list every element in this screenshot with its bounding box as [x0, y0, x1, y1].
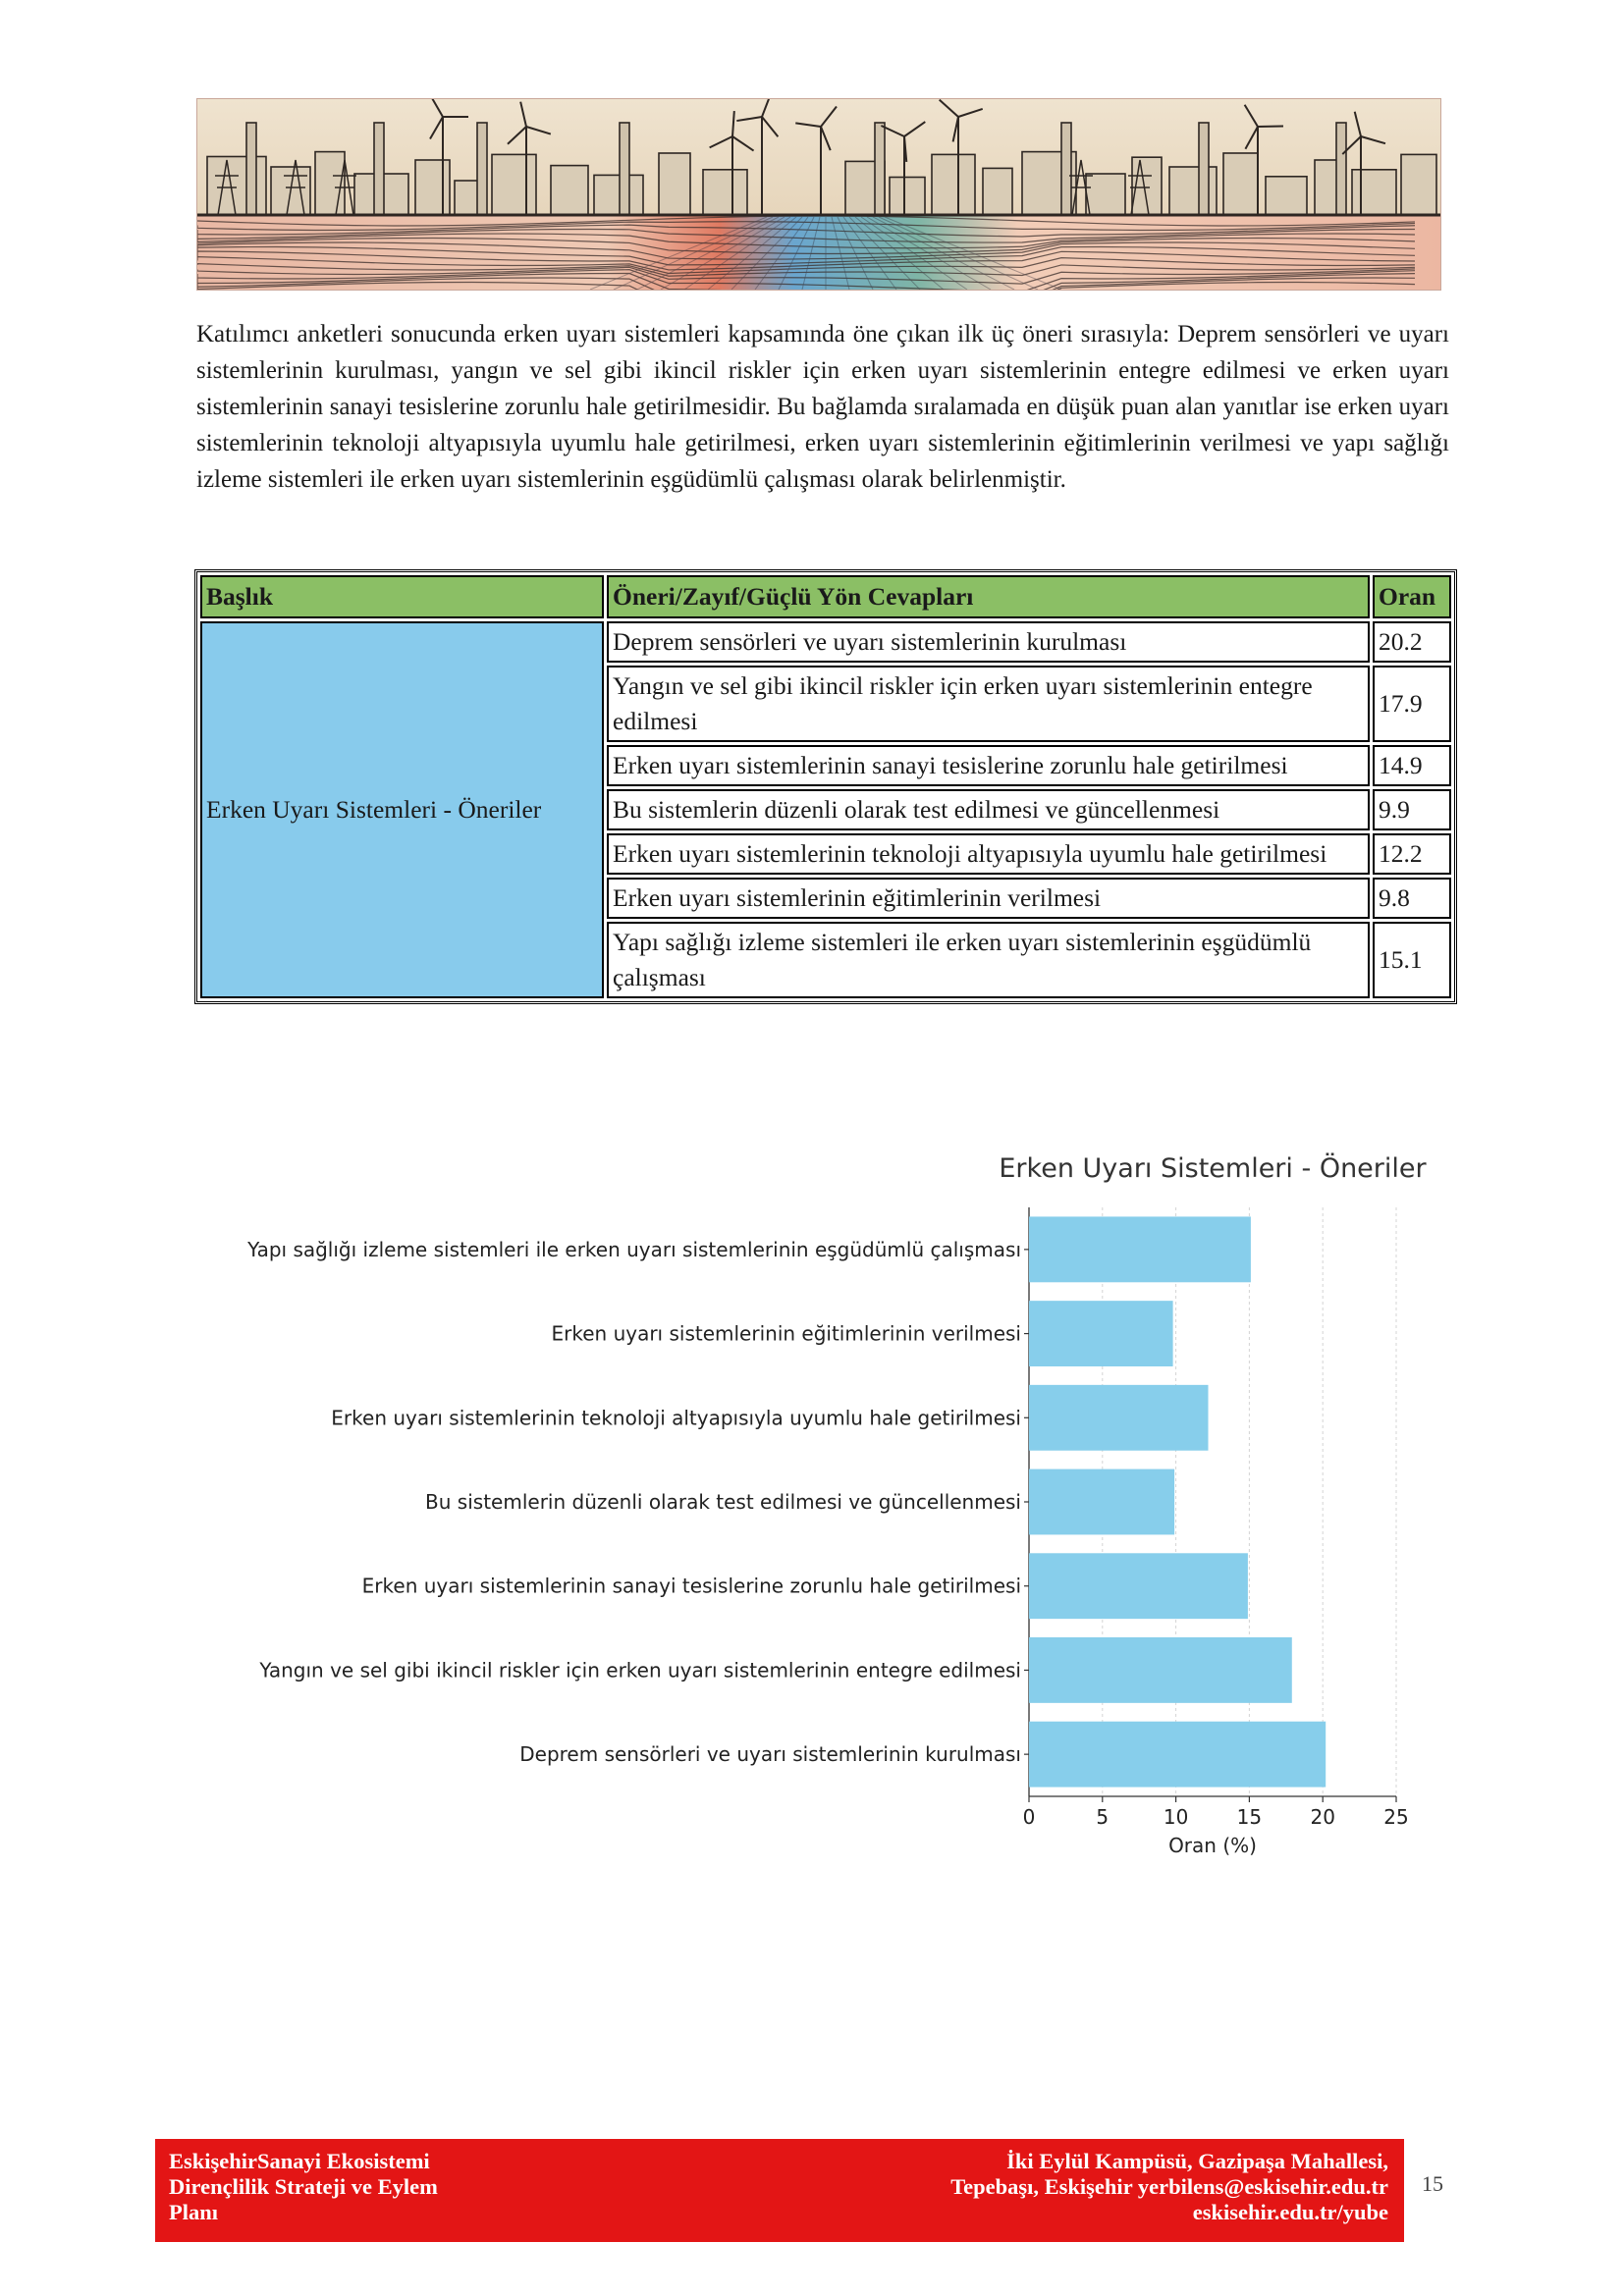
x-tick-label: 15	[1236, 1805, 1263, 1829]
answer-cell: Yangın ve sel gibi ikincil riskler için erken uyarı sistemlerinin entegre edilmesi	[607, 666, 1370, 742]
page-number: 15	[1422, 2171, 1443, 2196]
answer-cell: Yapı sağlığı izleme sistemleri ile erken uyarı sistemlerinin eşgüdümlü çalışması	[607, 922, 1370, 998]
bar	[1029, 1301, 1173, 1366]
footer-left-line: Planı	[169, 2200, 219, 2224]
header-title: Başlık	[200, 575, 604, 618]
x-tick-label: 20	[1310, 1805, 1335, 1829]
x-axis-label: Oran (%)	[1168, 1834, 1257, 1857]
footer-right	[950, 2149, 1388, 2225]
bar	[1029, 1469, 1174, 1535]
header-rate: Oran	[1373, 575, 1451, 618]
footer-left	[169, 2149, 438, 2225]
x-tick-label: 10	[1163, 1805, 1189, 1829]
bar	[1029, 1385, 1209, 1451]
x-tick-label: 5	[1096, 1805, 1110, 1829]
category-labels	[246, 1238, 1029, 1766]
x-axis-ticks	[1023, 1796, 1409, 1829]
rate-cell: 14.9	[1373, 745, 1451, 786]
bar	[1029, 1216, 1251, 1282]
group-label: Erken Uyarı Sistemleri - Öneriler	[200, 621, 604, 998]
bar	[1029, 1553, 1248, 1619]
rate-cell: 20.2	[1373, 621, 1451, 663]
header-answers: Öneri/Zayıf/Güçlü Yön Cevapları	[607, 575, 1370, 618]
rate-cell: 12.2	[1373, 833, 1451, 875]
x-tick-label: 0	[1022, 1805, 1036, 1829]
answer-cell: Bu sistemlerin düzenli olarak test edilmesi ve güncellenmesi	[607, 789, 1370, 830]
bar-chart	[196, 1129, 1453, 1875]
intro-paragraph: Katılımcı anketleri sonucunda erken uyarı sistemleri kapsamında öne çıkan ilk üç öneri sırasıyla: Deprem sensörleri ve uyarı sistemlerinin kurulması, yangın ve sel gibi ikincil riskler için erken uyarı sistemlerinin entegre edilmesi ve erken uyarı sistemlerinin sanayi tesislerine zorunlu hale getirilmesidir. Bu bağlamda sıralamada en düşük puan alan yanıtlar ise erken uyarı sistemlerinin teknoloji altyapısıyla uyumlu hale getirilmesi, erken uyarı sistemlerinin eğitimlerinin verilmesi ve yapı sağlığı izleme sistemleri ile erken uyarı sistemlerinin eşgüdümlü çalışması olarak belirlenmiştir.	[196, 321, 1449, 493]
answer-cell: Erken uyarı sistemlerinin sanayi tesislerine zorunlu hale getirilmesi	[607, 745, 1370, 786]
results-table	[194, 569, 1457, 1004]
bar	[1029, 1637, 1292, 1703]
rate-cell: 9.9	[1373, 789, 1451, 830]
category-label: Erken uyarı sistemlerinin teknoloji altyapısıyla uyumlu hale getirilmesi	[331, 1406, 1021, 1430]
category-label: Erken uyarı sistemlerinin eğitimlerinin verilmesi	[551, 1321, 1021, 1346]
answer-cell: Erken uyarı sistemlerinin teknoloji altyapısıyla uyumlu hale getirilmesi	[607, 833, 1370, 875]
header-illustration	[196, 98, 1441, 291]
table-row	[200, 621, 1451, 663]
answer-cell: Deprem sensörleri ve uyarı sistemlerinin kurulması	[607, 621, 1370, 663]
footer-left-line: EskişehirSanayi Ekosistemi	[169, 2149, 430, 2173]
category-label: Yapı sağlığı izleme sistemleri ile erken uyarı sistemlerinin eşgüdümlü çalışması	[247, 1237, 1021, 1261]
footer-website[interactable]: eskisehir.edu.tr/yube	[1192, 2200, 1388, 2224]
answer-cell: Erken uyarı sistemlerinin eğitimlerinin verilmesi	[607, 878, 1370, 919]
rate-cell: 15.1	[1373, 922, 1451, 998]
category-label: Deprem sensörleri ve uyarı sistemlerinin kurulması	[519, 1742, 1021, 1767]
x-tick-label: 25	[1383, 1805, 1409, 1829]
chart-title: Erken Uyarı Sistemleri - Öneriler	[999, 1153, 1427, 1184]
footer-left-line: Dirençlilik Strateji ve Eylem	[169, 2174, 438, 2199]
chart-bars	[1029, 1216, 1326, 1787]
footer-contact-line: Tepebaşı, Eskişehir yerbilens@eskisehir.edu.tr	[950, 2174, 1388, 2199]
category-label: Erken uyarı sistemlerinin sanayi tesislerine zorunlu hale getirilmesi	[361, 1574, 1021, 1598]
footer-bar	[155, 2139, 1404, 2242]
category-label: Bu sistemlerin düzenli olarak test edilmesi ve güncellenmesi	[425, 1490, 1021, 1514]
industrial-landscape-illustration	[197, 99, 1440, 290]
rate-cell: 9.8	[1373, 878, 1451, 919]
footer-address-line: İki Eylül Kampüsü, Gazipaşa Mahallesi,	[1006, 2149, 1388, 2173]
category-label: Yangın ve sel gibi ikincil riskler için erken uyarı sistemlerinin entegre edilmesi	[259, 1658, 1021, 1682]
bar	[1029, 1722, 1326, 1788]
table-header-row	[200, 575, 1451, 618]
rate-cell: 17.9	[1373, 666, 1451, 742]
